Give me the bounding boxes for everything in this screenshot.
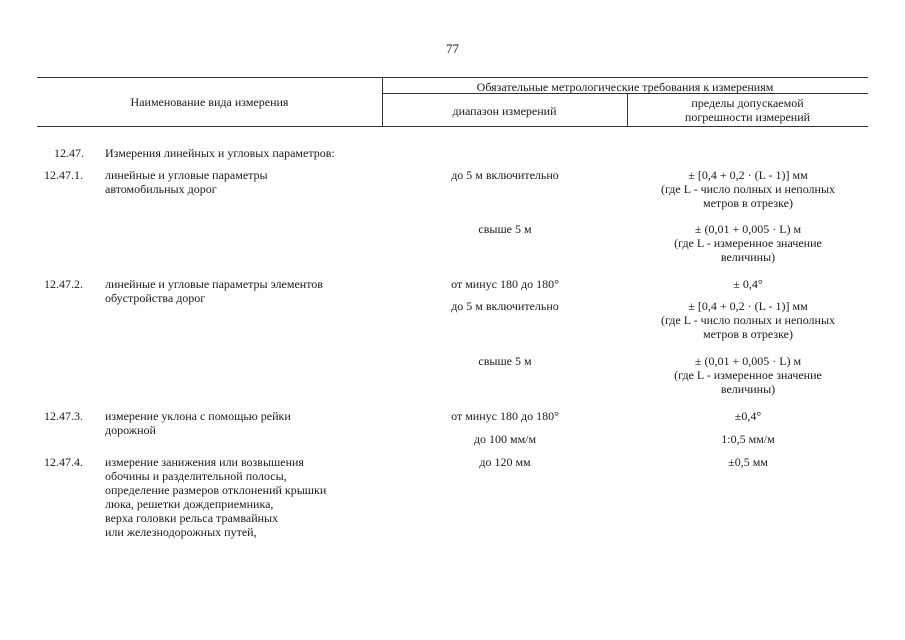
error-line: ± [0,4 + 0,2 · (L - 1)] мм [688, 299, 808, 313]
description-line: обустройства дорог [105, 291, 206, 305]
error-line: (где L - измеренное значение [674, 236, 822, 250]
header-error-column [627, 96, 868, 124]
permissible-error [628, 354, 868, 396]
error-line: метров в отрезке) [703, 196, 793, 210]
row-description [105, 455, 395, 539]
permissible-error [628, 432, 868, 446]
description-line: или железнодорожных путей, [105, 525, 257, 539]
description-line: измерение занижения или возвышения [105, 455, 304, 469]
permissible-error [628, 299, 868, 341]
description-line: люка, решетки дождеприемника, [105, 497, 274, 511]
error-line: ± 0,4° [733, 277, 763, 291]
permissible-error [628, 455, 868, 469]
description-line: автомобильных дорог [105, 182, 217, 196]
error-line: величины) [720, 250, 776, 264]
row-number: 12.47.4. [44, 455, 83, 469]
error-line: ± [0,4 + 0,2 · (L - 1)] мм [688, 168, 808, 182]
description-line: дорожной [105, 423, 156, 437]
description-line: Измерения линейных и угловых параметров: [105, 146, 335, 160]
header-error-line: погрешности измерений [684, 110, 811, 124]
error-line: (где L - измеренное значение [674, 368, 822, 382]
description-line: определение размеров отклонений крышки [105, 483, 327, 497]
error-line: метров в отрезке) [703, 327, 793, 341]
measurement-range: свыше 5 м [478, 354, 532, 368]
error-line: 1:0,5 мм/м [721, 432, 775, 446]
header-requirements-group: Обязательные метрологические требования к измерениям [476, 80, 774, 94]
row-description [105, 146, 395, 160]
row-number: 12.47. [54, 146, 84, 160]
row-number: 12.47.1. [44, 168, 83, 182]
permissible-error [628, 222, 868, 264]
permissible-error [628, 277, 868, 291]
measurement-range: до 5 м включительно [451, 299, 559, 313]
header-name-column: Наименование вида измерения [130, 95, 289, 109]
table-top-rule [37, 77, 868, 78]
error-line: ±0,4° [734, 409, 762, 423]
measurement-range: от минус 180 до 180° [451, 409, 559, 423]
description-line: линейные и угловые параметры элементов [105, 277, 323, 291]
header-range-column: диапазон измерений [452, 104, 557, 118]
row-number: 12.47.3. [44, 409, 83, 423]
description-line: обочины и разделительной полосы, [105, 469, 287, 483]
measurement-range: свыше 5 м [478, 222, 532, 236]
page-number: 77 [446, 41, 459, 56]
error-line: (где L - число полных и неполных [660, 313, 836, 327]
row-description [105, 409, 395, 437]
measurement-range: до 120 мм [479, 455, 531, 469]
row-description [105, 168, 395, 196]
header-error-line: пределы допускаемой [691, 96, 804, 110]
permissible-error [628, 409, 868, 423]
error-line: ± (0,01 + 0,005 · L) м [694, 222, 802, 236]
permissible-error [628, 168, 868, 210]
error-line: ±0,5 мм [728, 455, 768, 469]
row-description [105, 277, 395, 305]
measurement-range: от минус 180 до 180° [451, 277, 559, 291]
description-line: линейные и угловые параметры [105, 168, 268, 182]
description-line: измерение уклона с помощью рейки [105, 409, 291, 423]
header-bottom-rule [37, 126, 868, 127]
row-number: 12.47.2. [44, 277, 83, 291]
error-line: ± (0,01 + 0,005 · L) м [694, 354, 802, 368]
error-line: (где L - число полных и неполных [660, 182, 836, 196]
description-line: верха головки рельса трамвайных [105, 511, 279, 525]
measurement-range: до 100 мм/м [473, 432, 537, 446]
error-line: величины) [720, 382, 776, 396]
measurement-range: до 5 м включительно [451, 168, 559, 182]
